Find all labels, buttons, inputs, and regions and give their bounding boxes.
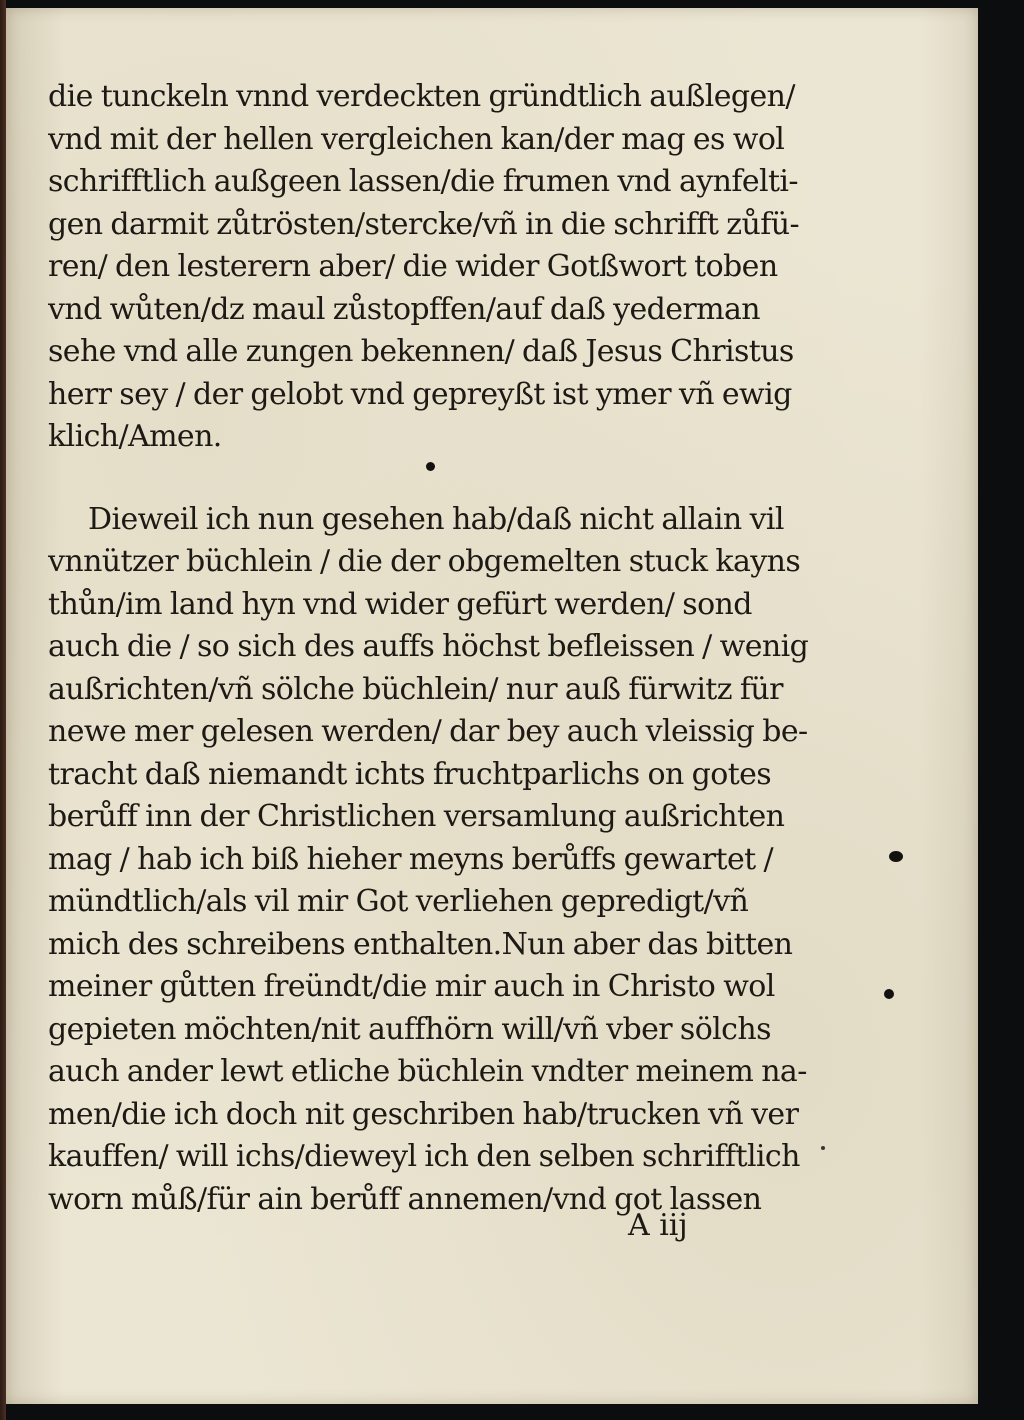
text-line: herr sey / der gelobt vnd gepreyßt ist ymer vñ ewig [48,376,792,412]
paragraph-2 [48,499,808,1222]
book-page [6,8,978,1404]
text-line: sehe vnd alle zungen bekennen/ daß Jesus Christus [48,334,794,369]
text-line: ren/ den lesterern aber/ die wider Gotßwort toben [48,249,778,284]
text-line: mag / hab ich biß hieher meyns berůffs gewartet / [48,841,774,877]
text-line: gepieten möchten/nit auffhörn will/vñ vber sölchs [48,1011,771,1047]
text-line: meiner gůtten freündt/die mir auch in Christo wol [48,969,775,1004]
text-line: auch die / so sich des auffs höchst befleissen / wenig [48,629,808,664]
text-line: gen darmit zůtrösten/stercke/vñ in die schrifft zůfü- [48,206,799,242]
ink-dot [426,462,435,471]
paragraph-1 [48,76,808,459]
text-line: auch ander lewt etliche büchlein vndter meinem na- [48,1054,807,1089]
text-line: newe mer gelesen werden/ dar bey auch vleissig be- [48,714,808,749]
text-line: klich/Amen. [48,419,222,454]
text-line: mündtlich/als vil mir Got verliehen gepredigt/vñ [48,884,749,919]
signature-mark: A iij [628,1208,688,1243]
text-line: berůff inn der Christlichen versamlung außrichten [48,799,785,834]
text-line: mich des schreibens enthalten.Nun aber das bitten [48,926,793,962]
text-line: kauffen/ will ichs/dieweyl ich den selben schrifftlich [48,1139,800,1174]
paragraph-gap [48,479,808,499]
ink-dot [889,851,903,862]
text-line: vnd wůten/dz maul zůstopffen/auf daß yederman [48,291,760,327]
text-line: Dieweil ich nun gesehen hab/daß nicht allain vil [88,501,784,537]
text-line: die tunckeln vnnd verdeckten gründtlich außlegen/ [48,79,795,114]
text-line: außrichten/vñ sölche büchlein/ nur auß fürwitz für [48,671,783,707]
page-text [48,76,808,1221]
text-line: thůn/im land hyn vnd wider gefürt werden/ sond [48,586,752,622]
text-line: vnnützer büchlein / die der obgemelten stuck kayns [48,544,801,579]
ink-dot [884,989,894,999]
text-line: vnd mit der hellen vergleichen kan/der mag es wol [48,121,785,157]
ink-dot [821,1146,825,1150]
text-line: tracht daß niemandt ichts fruchtparlichs on gotes [48,756,772,792]
text-line: schrifftlich außgeen lassen/die frumen vnd aynfelti- [48,164,798,199]
text-line: worn můß/für ain berůff annemen/vnd got lassen [48,1181,762,1217]
text-line: men/die ich doch nit geschriben hab/trucken vñ ver [48,1096,799,1132]
